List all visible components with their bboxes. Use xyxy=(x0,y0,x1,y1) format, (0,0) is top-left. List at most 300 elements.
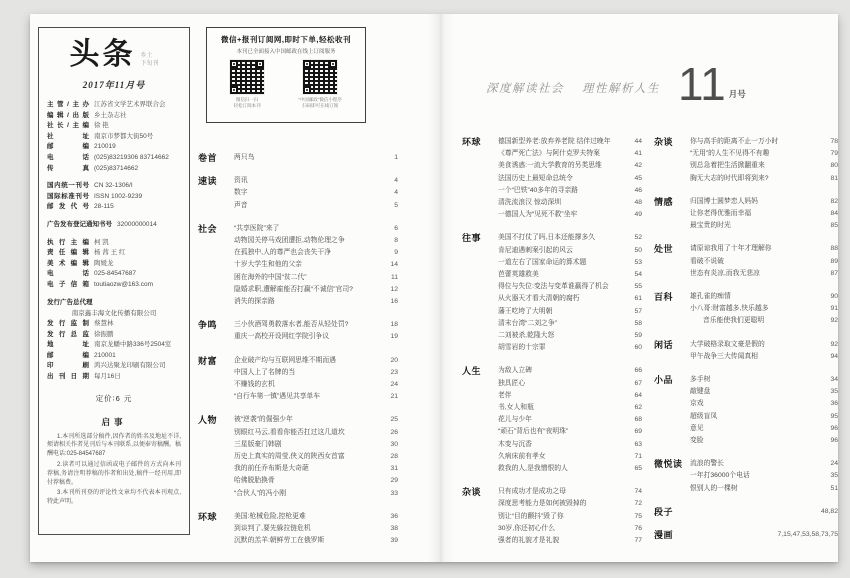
toc-section-heading: 闲话 xyxy=(654,339,674,350)
toc-entry-page: 30 xyxy=(390,440,398,448)
toc-entry-title: 请原谅我用了十年才理解你 xyxy=(690,245,772,253)
toc-entry-page: 49 xyxy=(634,211,642,219)
toc-entry xyxy=(498,306,642,318)
toc-entry-title: 敲键盘 xyxy=(690,388,711,396)
toc-entry xyxy=(234,331,398,343)
toc-entry-page: 59 xyxy=(634,332,642,340)
toc-entry-page: 41 xyxy=(634,150,642,158)
masthead-row xyxy=(47,100,181,111)
toc-entry xyxy=(498,245,642,257)
masthead-row-label: 责任编辑 xyxy=(47,249,89,257)
toc-section xyxy=(462,232,642,354)
masthead-row-value: 江苏省文学艺术界联合会 xyxy=(94,101,166,108)
issue-number-suffix: 月号 xyxy=(728,89,746,99)
masthead-row-label: 编辑/出版 xyxy=(47,111,89,119)
masthead-row-value: (025)83219306 83714662 xyxy=(94,153,169,161)
slogan-left: 深度解读社会 xyxy=(486,83,564,95)
qr-item-left xyxy=(230,60,264,108)
toc-entry xyxy=(234,272,398,284)
toc-section-heading: 财富 xyxy=(198,355,218,366)
toc-entry-page: 34 xyxy=(830,376,838,384)
toc-entry-title: 三小伙酒驾勇救落水者,能否从轻处罚? xyxy=(234,321,349,329)
masthead-row xyxy=(47,153,181,164)
toc-entry-page: 65 xyxy=(634,465,642,473)
toc-entry-page: 5 xyxy=(394,201,398,209)
toc-entry-page: 31 xyxy=(390,465,398,473)
masthead-row xyxy=(47,280,181,291)
masthead-row xyxy=(47,121,181,132)
toc-entry xyxy=(690,208,838,220)
toc-entry xyxy=(234,152,398,164)
toc-entry-page: 80 xyxy=(830,162,838,170)
toc-entry xyxy=(690,220,838,232)
masthead-row-label: 发行总监 xyxy=(47,330,89,338)
toc-entry-page: 14 xyxy=(390,261,398,269)
toc-entry xyxy=(498,269,642,281)
toc-entry xyxy=(498,318,642,330)
toc-entry xyxy=(234,427,398,439)
toc-entry xyxy=(498,523,642,535)
toc-entry-page: 58 xyxy=(634,319,642,327)
toc-entry-page: 68 xyxy=(634,416,642,424)
toc-entry xyxy=(498,390,642,402)
toc-section-items xyxy=(498,232,642,354)
toc-entry xyxy=(234,187,398,199)
masthead-row-label: 电子信箱 xyxy=(47,280,89,288)
masthead-row-label: 社址 xyxy=(47,132,89,140)
toc-entry-title: 花儿与少年 xyxy=(498,416,532,424)
masthead-row-value: 杨 茜 王 红 xyxy=(94,249,126,257)
toc-entry-page: 62 xyxy=(634,404,642,412)
toc-entry xyxy=(690,398,838,410)
toc-entry xyxy=(690,291,838,303)
toc-entry-title: 一个“巴铁”40多年的寻亲路 xyxy=(498,186,579,194)
toc-entry-title: 变脸 xyxy=(690,437,704,445)
masthead-row-value: 南京龙蟠中路336号2504室 xyxy=(94,341,172,349)
masthead-row-value: 柯 凯 xyxy=(94,238,109,246)
masthead-row xyxy=(47,248,181,259)
toc-entry-page: 92 xyxy=(830,340,838,348)
toc-section xyxy=(654,243,838,280)
masthead-title-row xyxy=(47,40,181,70)
masthead-row-label: 电话 xyxy=(47,270,89,278)
toc-entry-title: 胸无大志的时代即将到来? xyxy=(690,174,769,182)
toc-entry xyxy=(498,439,642,451)
toc-entry-page: 96 xyxy=(830,424,838,432)
toc-entry xyxy=(234,511,398,523)
masthead-row-value: 210019 xyxy=(94,143,116,151)
toc-section xyxy=(198,152,398,164)
toc-entry xyxy=(498,535,642,547)
toc-entry xyxy=(498,281,642,293)
toc-entry-page: 4 xyxy=(394,177,398,185)
toc-entry-title: 困在海外的中国“贫二代” xyxy=(234,273,307,281)
toc-section xyxy=(198,414,398,499)
toc-entry-page: 95 xyxy=(830,412,838,420)
toc-entry-page: 76 xyxy=(634,524,642,532)
toc-section-heading: 往事 xyxy=(462,233,482,244)
masthead-row xyxy=(47,340,181,351)
toc-entry-page: 50 xyxy=(634,246,642,254)
toc-entry xyxy=(234,379,398,391)
masthead-row-label: 国内统一刊号 xyxy=(47,182,89,190)
toc-entry xyxy=(234,451,398,463)
toc-entry xyxy=(498,378,642,390)
masthead-row-value: 陶媛龙 xyxy=(94,259,114,267)
toc-entry xyxy=(234,175,398,187)
toc-entry-title: 我的前任乔布斯是大奇葩 xyxy=(234,465,309,473)
toc-entry-page: 63 xyxy=(634,440,642,448)
toc-entry-page: 75 xyxy=(634,512,642,520)
toc-entry xyxy=(234,475,398,487)
toc-entry-page: 36 xyxy=(390,512,398,520)
toc-entry-page: 92 xyxy=(830,317,838,325)
masthead-row-value: CN 32-1306/I xyxy=(94,182,133,190)
toc-entry-title: 数字 xyxy=(234,189,248,197)
toc-section-items xyxy=(690,291,838,328)
masthead-row-value: 28-115 xyxy=(94,203,114,211)
toc-entry-page: 11 xyxy=(390,273,398,281)
toc-entry-page: 81 xyxy=(830,174,838,182)
toc-entry-title: 芭蕾英雄救美 xyxy=(498,271,539,279)
toc-entry-title: 美食诱惑:一流大学教育的另类思维 xyxy=(498,162,602,170)
page-right xyxy=(442,14,838,562)
toc-entry-title: 一道左右了国家命运的算术题 xyxy=(498,258,587,266)
toc-entry xyxy=(498,342,642,354)
toc-entry xyxy=(690,529,838,541)
toc-entry xyxy=(690,315,838,327)
toc-entry xyxy=(498,232,642,244)
toc-entry xyxy=(498,148,642,160)
toc-entry-title: 让你老得优雅而幸福 xyxy=(690,210,752,218)
toc-entry-page: 42 xyxy=(634,162,642,170)
toc-entry-title: 德国新型养老:放弃养老院 结伴过晚年 xyxy=(498,138,611,145)
toc-entry-page: 12 xyxy=(390,285,398,293)
toc-entry-page: 19 xyxy=(390,333,398,341)
toc-entry-page: 84 xyxy=(830,210,838,218)
issue-number: 11 xyxy=(678,58,726,110)
toc-entry-page: 36 xyxy=(830,400,838,408)
toc-entry-page: 46 xyxy=(634,186,642,194)
toc-entry xyxy=(234,367,398,379)
toc-entry-page: 77 xyxy=(634,537,642,545)
masthead-row-value: (025)83714662 xyxy=(94,164,139,172)
masthead-agency-name: 南京鑫丰海文化传播有限公司 xyxy=(71,310,157,318)
toc-column-right-2 xyxy=(654,136,838,552)
toc-entry xyxy=(498,160,642,172)
toc-section-heading: 杂谈 xyxy=(654,137,674,147)
qr-code-icon xyxy=(230,60,264,94)
toc-entry-page: 21 xyxy=(390,393,398,401)
toc-entry xyxy=(498,330,642,342)
toc-entry-title: 消失的探亲路 xyxy=(234,298,275,306)
notice-paragraph: 3.本刊所刊登的评论性文章均不代表本刊观点,特此声明。 xyxy=(47,490,181,506)
toc-section xyxy=(198,319,398,343)
masthead-row-label: 邮发代号 xyxy=(47,203,89,211)
issue-date: 2017年11月号 xyxy=(82,80,146,90)
toc-section-heading: 争鸣 xyxy=(198,320,218,331)
toc-entry-title: 超级盲凤 xyxy=(690,412,718,420)
toc-entry-page: 16 xyxy=(390,298,398,306)
toc-entry-page: 61 xyxy=(634,295,642,303)
toc-entry xyxy=(498,173,642,185)
masthead-row-label: 执行主编 xyxy=(47,238,89,246)
toc-entry-page: 18 xyxy=(390,321,398,329)
toc-entry xyxy=(690,411,838,423)
masthead-row-label: 发行监制 xyxy=(47,320,89,328)
toc-entry-title: 资讯 xyxy=(234,177,248,185)
toc-section-items xyxy=(690,458,838,495)
masthead-row-label: 主管/主办 xyxy=(47,101,89,108)
toc-entry-page: 88 xyxy=(830,245,838,253)
toc-entry-page: 39 xyxy=(390,537,398,545)
masthead-row-value: ISSN 1002-9239 xyxy=(94,192,143,200)
toc-entry-page: 25 xyxy=(390,416,398,424)
toc-section-items xyxy=(498,136,642,221)
toc-entry-title: 美国:枪械危险,控枪更难 xyxy=(234,512,306,520)
toc-entry-page: 52 xyxy=(634,234,642,242)
toc-entry-page: 71 xyxy=(634,452,642,460)
toc-entry xyxy=(498,197,642,209)
toc-entry-page: 29 xyxy=(390,477,398,485)
toc-section-heading: 小品 xyxy=(654,375,674,386)
toc-entry xyxy=(234,247,398,259)
masthead-row-value: 鸿兴达聚龙印刷有限公司 xyxy=(94,362,166,370)
toc-entry-page: 4 xyxy=(394,189,398,197)
toc-entry xyxy=(498,426,642,438)
masthead-row-value: 乡土杂志社 xyxy=(94,111,127,119)
toc-entry-page: 94 xyxy=(830,352,838,360)
qr-box-title: 微信+报刊订阅网,即时下单,轻松收刊 xyxy=(220,35,352,44)
toc-entry-title: 一德国人为“见死不救”坐牢 xyxy=(498,211,578,219)
toc-section xyxy=(654,529,838,541)
toc-section-heading: 环球 xyxy=(462,137,482,147)
toc-section-items xyxy=(234,175,398,212)
masthead-row xyxy=(47,319,181,330)
masthead-row-value: toutiaozw@163.com xyxy=(94,280,153,288)
masthead-row-label: 邮编 xyxy=(47,143,89,151)
masthead-row-label: 发行广告总代理 xyxy=(47,298,93,306)
toc-entry-title: “共享医院”来了 xyxy=(234,224,280,232)
toc-entry xyxy=(498,451,642,463)
toc-entry xyxy=(234,463,398,475)
toc-entry-title: 世态有炎凉,而我无悲凉 xyxy=(690,269,760,277)
masthead-row-value: 32000000014 xyxy=(117,220,157,228)
toc-entry-title: 京戏 xyxy=(690,400,704,408)
toc-entry-title: 二刘被杀,乾隆大怒 xyxy=(498,332,555,340)
toc-entry xyxy=(498,486,642,498)
toc-section-items xyxy=(234,355,398,404)
toc-entry-title: 重庆一高校开设网红学院引争议 xyxy=(234,333,330,341)
toc-entry-page: 74 xyxy=(634,488,642,496)
toc-section-heading: 漫画 xyxy=(654,530,674,541)
toc-entry xyxy=(690,506,838,518)
toc-section-items xyxy=(690,196,838,233)
toc-section-heading: 情感 xyxy=(654,196,674,207)
masthead-row-value: 徐 艳 xyxy=(94,122,109,130)
toc-entry-title: 木变与沉香 xyxy=(498,440,532,448)
toc-entry-page: 96 xyxy=(830,437,838,445)
toc-entry-page: 90 xyxy=(830,293,838,301)
masthead-row-label: 美术编辑 xyxy=(47,259,89,267)
toc-section-items xyxy=(690,529,838,541)
toc-entry-page: 89 xyxy=(830,257,838,265)
toc-section-heading: 人物 xyxy=(198,415,218,426)
slogan-right: 理性解析人生 xyxy=(582,83,660,95)
toc-column-right-1 xyxy=(462,136,642,558)
page-left xyxy=(30,14,442,562)
masthead-row xyxy=(47,111,181,122)
toc-entry-page: 78 xyxy=(830,138,838,145)
masthead-row xyxy=(47,192,181,203)
toc-entry-page: 33 xyxy=(390,489,398,497)
toc-section-heading: 处世 xyxy=(654,244,674,255)
toc-entry-title: 中国人上了名牌的当 xyxy=(234,368,296,376)
toc-section-heading: 环球 xyxy=(198,511,218,522)
toc-entry-title: 清洗流浪汉 惊动深圳 xyxy=(498,199,562,207)
toc-entry xyxy=(234,319,398,331)
toc-entry-title: 强者的礼貌才是礼貌 xyxy=(498,537,560,545)
toc-section xyxy=(654,506,838,518)
qr-caption-right: “中国邮政”微信小程序 扫码即可在线订阅 xyxy=(298,97,342,108)
masthead-row-label: 国际标准刊号 xyxy=(47,192,89,200)
toc-entry-title: 藩王吃垮了大明朝 xyxy=(498,307,553,315)
masthead-box xyxy=(38,27,190,535)
subscription-qr-box xyxy=(206,27,366,123)
masthead-row-label: 传真 xyxy=(47,164,89,172)
toc-entry-title: 深度思考能力是如何被毁掉的 xyxy=(498,500,587,508)
toc-section xyxy=(654,339,838,363)
notice-paragraph: 1.本刊所选部分稿件,因作者的姓名及地址不详,烦请相关作者见刊后与本刊联系,以便奉寄稿酬。稿酬电话:025-84547687 xyxy=(47,433,181,458)
toc-section-items xyxy=(498,486,642,547)
masthead-row-label: 电话 xyxy=(47,153,89,161)
toc-section xyxy=(654,136,838,185)
toc-section-heading: 速读 xyxy=(198,176,218,187)
toc-entry xyxy=(498,365,642,377)
masthead-row xyxy=(47,298,181,309)
toc-entry xyxy=(234,223,398,235)
toc-entry-page: 23 xyxy=(390,368,398,376)
toc-section xyxy=(462,486,642,547)
toc-entry xyxy=(234,523,398,535)
toc-entry-page: 24 xyxy=(830,460,838,468)
toc-section xyxy=(654,374,838,447)
toc-entry-title: 30岁,你还初心什么 xyxy=(498,524,556,532)
toc-entry-title: 两只鸟 xyxy=(234,154,255,161)
toc-entry-title: “合伙人”的冯小刚 xyxy=(234,489,287,497)
toc-entry-page: 53 xyxy=(634,258,642,266)
toc-entry xyxy=(498,402,642,414)
toc-entry-title: 别眼红马云,看看你能否扛过这几道坎 xyxy=(234,428,345,436)
toc-entry-title: 胡雪岩的十宗罪 xyxy=(498,344,546,352)
masthead-row-label: 邮编 xyxy=(47,351,89,359)
toc-entry-title: 书,女人和瓶 xyxy=(498,404,534,412)
masthead-row xyxy=(47,372,181,383)
toc-entry-title: 一年打36000个电话 xyxy=(690,472,750,480)
toc-entry-title: 意见 xyxy=(690,424,704,432)
toc-section-heading: 百科 xyxy=(654,292,674,303)
toc-entry-title: 看破不说破 xyxy=(690,257,724,265)
toc-entry xyxy=(498,463,642,475)
toc-entry-title: 归国博士圆梦恋人妈妈 xyxy=(690,197,758,205)
toc-entry-title: 老伴 xyxy=(498,391,512,399)
toc-entry xyxy=(234,391,398,403)
toc-entry xyxy=(690,435,838,447)
toc-entry-page: 44 xyxy=(634,138,642,145)
toc-section-items xyxy=(690,374,838,447)
toc-section-items xyxy=(690,243,838,280)
toc-entry-title: 多手树 xyxy=(690,376,711,384)
toc-entry-title: 十岁大学生和他的父亲 xyxy=(234,261,302,269)
toc-section-heading: 微悦读 xyxy=(654,459,683,470)
qr-box-subtitle: 本刊已全面接入中国邮政在线上订阅服务 xyxy=(236,49,336,55)
masthead-row-label: 广告发布登记通知书号 xyxy=(47,220,112,228)
toc-entry-title: 肯尼迪遇刺案引起的风云 xyxy=(498,246,573,254)
toc-entry xyxy=(690,423,838,435)
toc-entry xyxy=(690,470,838,482)
masthead-row xyxy=(47,220,181,231)
toc-entry-title: 久病床前有孝女 xyxy=(498,452,546,460)
toc-entry-title: 为敌人立碑 xyxy=(498,367,532,375)
toc-section-heading: 社会 xyxy=(198,223,218,234)
toc-entry xyxy=(498,136,642,148)
toc-section-heading: 段子 xyxy=(654,506,674,517)
toc-section xyxy=(198,223,398,308)
toc-entry-title: 被“逆袭”的倔强少年 xyxy=(234,416,293,424)
toc-entry-page: 7,15,47,53,58,73,75 xyxy=(777,531,838,539)
toc-section-heading: 卷首 xyxy=(198,153,218,163)
toc-section xyxy=(462,136,642,221)
price-label: 定价∶6 元 xyxy=(95,393,133,403)
masthead-row xyxy=(47,259,181,270)
notice-title: 启事 xyxy=(101,416,127,427)
toc-entry-title: 清末台湾“二刘之争” xyxy=(498,319,557,327)
toc-entry xyxy=(234,235,398,247)
toc-entry xyxy=(690,339,838,351)
toc-entry xyxy=(690,160,838,172)
toc-entry-title: 得位与失位:变法与变革谁赢得了机会 xyxy=(498,283,609,291)
masthead-row xyxy=(47,132,181,143)
toc-entry-page: 67 xyxy=(634,379,642,387)
toc-entry xyxy=(234,296,398,308)
toc-section-items xyxy=(690,506,838,518)
toc-entry-page: 54 xyxy=(634,271,642,279)
toc-entry-title: 流浪的警长 xyxy=(690,460,724,468)
toc-entry-title: 美国不打仗了吗,日本还能撑多久 xyxy=(498,234,596,242)
toc-entry-title: 隐婚求职,遭解雇能否打赢“不诚信”官司? xyxy=(234,285,353,293)
qr-code-icon xyxy=(303,60,337,94)
toc-entry xyxy=(234,355,398,367)
masthead-row-value: 蔡慧林 xyxy=(94,320,114,328)
toc-section-items xyxy=(234,319,398,343)
toc-entry-page: 85 xyxy=(830,222,838,230)
edition-line1: 乡土 xyxy=(140,53,153,59)
toc-entry-title: 三星版豪门韩剧 xyxy=(234,440,282,448)
toc-entry xyxy=(498,511,642,523)
masthead-row xyxy=(47,164,181,175)
toc-entry-title: “无用”的人生不见得不有趣 xyxy=(690,150,770,158)
toc-entry-title: 救我的人,是我憎恨的人 xyxy=(498,465,568,473)
toc-section xyxy=(654,458,838,495)
toc-entry-title: 大学破格录取文豪是假的 xyxy=(690,340,765,348)
toc-entry-page: 82 xyxy=(830,197,838,205)
toc-entry xyxy=(234,535,398,547)
toc-entry-title: 《尊严死亡法》与阿什克罗夫特案 xyxy=(498,150,600,158)
masthead-row xyxy=(47,330,181,341)
toc-section-items xyxy=(690,136,838,185)
toc-entry xyxy=(690,351,838,363)
toc-section-items xyxy=(234,414,398,499)
